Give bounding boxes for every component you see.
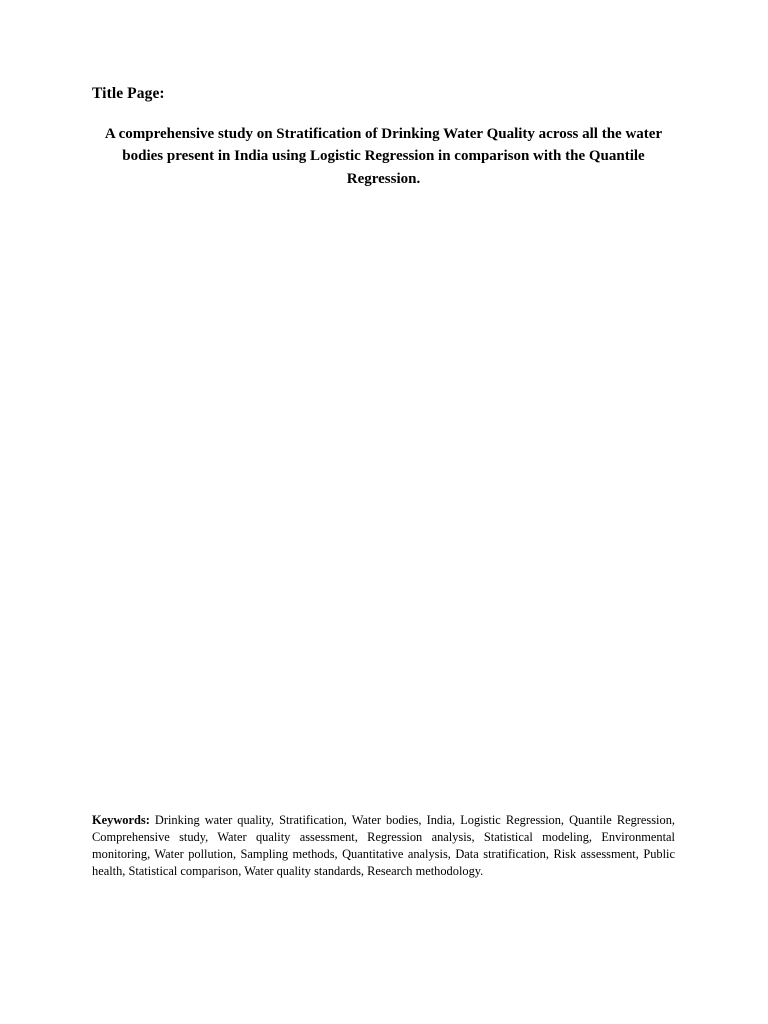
page-title: A comprehensive study on Stratification of Drinking Water Quality across all the water bodies present in India using Logistic Regression in comparison with the Quantile Regression. [104, 125, 663, 187]
keywords-list: Drinking water quality, Stratification, Water bodies, India, Logistic Regression, Quantile Regression, Comprehensive study, Water quality assessment, Regression analysis, Statistical modeling, Environmental monitoring, Water pollution, Sampling methods, Quantitative analysis, Data stratification, Risk assessment, Public health, Statistical comparison, Water quality standards, Research methodology. [92, 813, 675, 879]
title-section [92, 84, 675, 190]
title-page-label: Title Page: [92, 85, 165, 102]
keywords-section [92, 812, 675, 880]
keywords-label: Keywords: [92, 813, 150, 827]
